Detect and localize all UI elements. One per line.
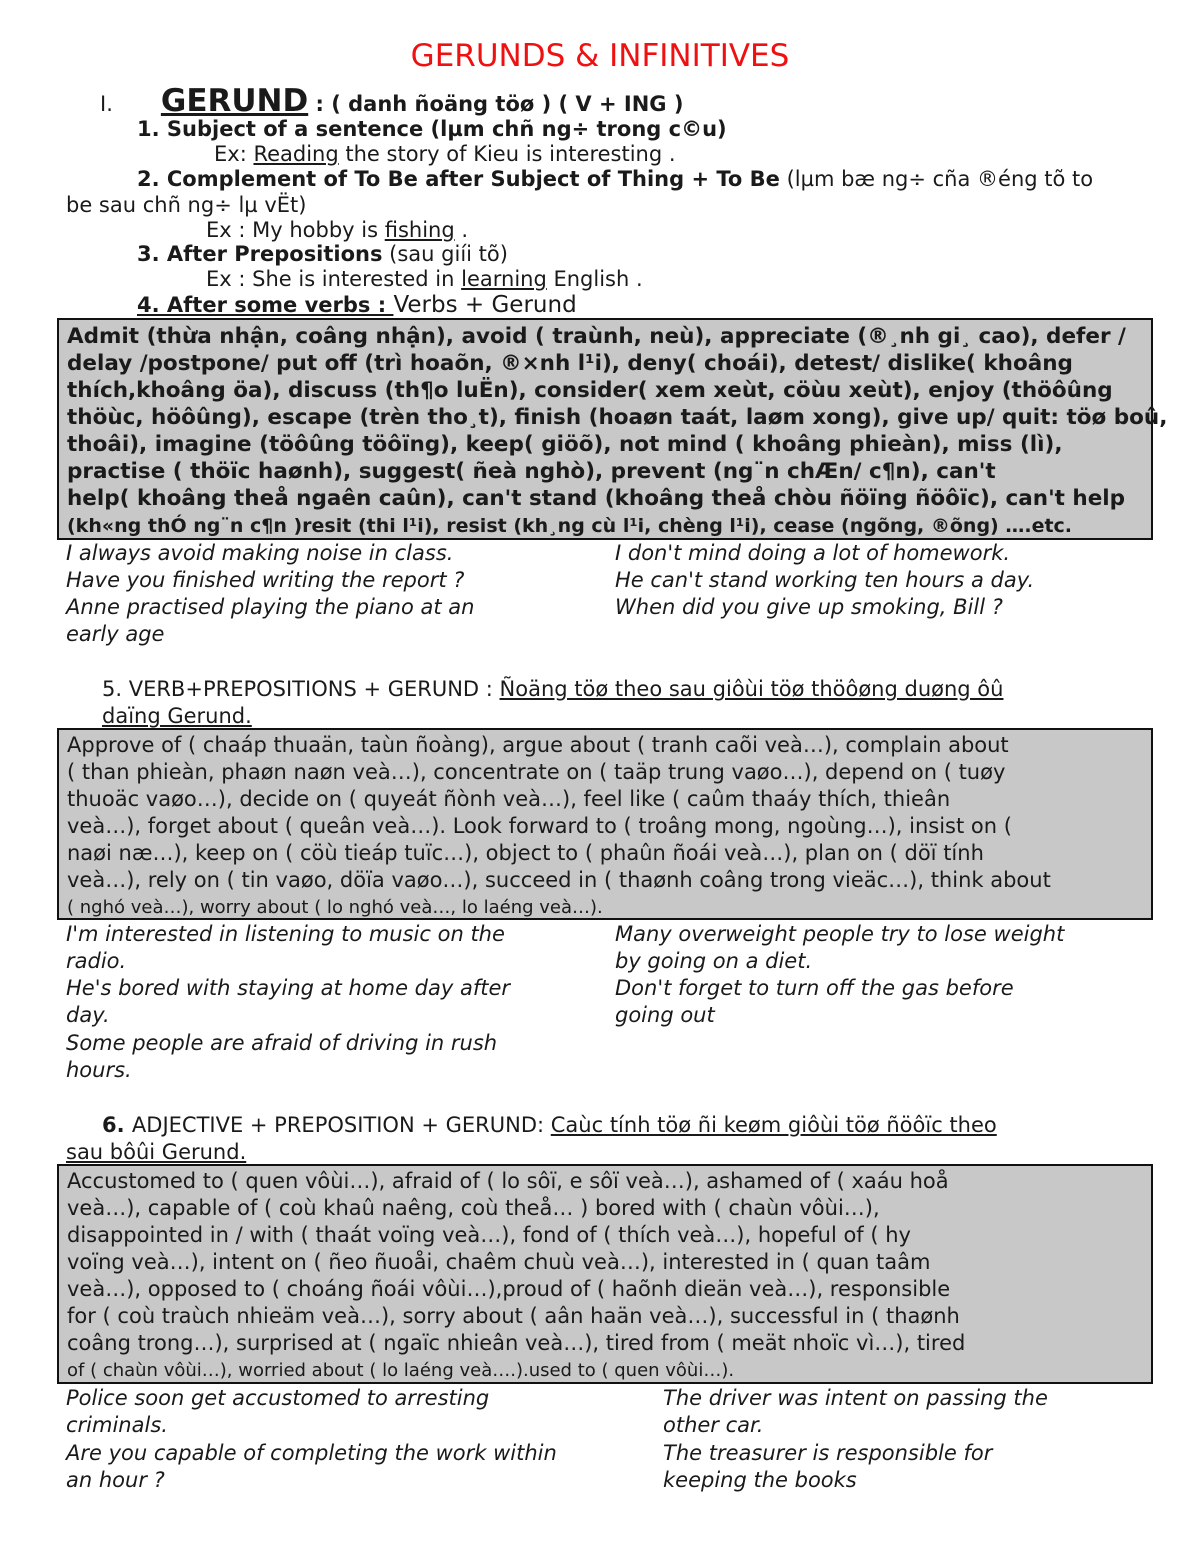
example-right: I don't mind doing a lot of homework.: [615, 541, 1011, 565]
section-heading-gerund: [100, 83, 684, 119]
rule-6-title: 6. ADJECTIVE + PREPOSITION + GERUND: Caùc tính töø ñi keøm giôùi töø ñöôïc theo: [102, 1113, 997, 1137]
rule-6-continued: sau bôûi Gerund.: [66, 1140, 247, 1164]
example-right: When did you give up smoking, Bill ?: [615, 595, 1003, 619]
example-right: The driver was intent on passing the: [663, 1386, 1048, 1410]
rule-2-title: 2. Complement of To Be after Subject of Thing + To Be (lµm bæ ng÷ cña ®éng tõ to: [137, 167, 1094, 191]
example-left: Anne practised playing the piano at an: [66, 595, 475, 619]
example-left: an hour ?: [66, 1468, 165, 1492]
adjective-preposition-line: coâng trong…), surprised at ( ngaïc nhieân veà…), tired from ( meät nhoïc vì…), tired: [67, 1331, 966, 1355]
verbs-box: [57, 318, 1168, 540]
example-left: Are you capable of completing the work within: [66, 1441, 557, 1465]
verbs-line: help( khoâng theå ngaên caûn), can't stand (khoâng theå chòu ñöïng ñöôïc), can't help: [67, 486, 1126, 511]
adjective-preposition-line: for ( coù traùch nhieäm veà…), sorry about ( aân haän veà…), successful in ( thaønh: [67, 1304, 960, 1328]
adjective-preposition-line: disappointed in / with ( thaát voïng veà…), fond of ( thích veà…), hopeful of ( hy: [67, 1223, 911, 1247]
example-right: keeping the books: [663, 1468, 857, 1492]
verb-preposition-line: thuoäc vaøo…), decide on ( quyeát ñònh veà…), feel like ( caûm thaáy thích, thieân: [67, 787, 951, 811]
adjective-preposition-box: [57, 1164, 1153, 1384]
verb-preposition-line: veà…), forget about ( queân veà…). Look forward to ( troâng mong, ngoùng…), insist on (: [67, 814, 1012, 838]
example-left: day.: [66, 1003, 110, 1027]
verbs-line: thích,khoâng öa), discuss (th¶o luËn), consider( xem xeùt, cöùu xeùt), enjoy (thöôûng: [67, 378, 1113, 403]
verbs-line: delay /postpone/ put off (trì hoaõn, ®×nh l¹i), deny( choái), detest/ dislike( khoâng: [67, 351, 1073, 376]
verbs-line: thoâi), imagine (töôûng töôïng), keep( giöõ), not mind ( khoâng phieàn), miss (lì),: [67, 432, 1063, 457]
page-title: GERUNDS & INFINITIVES: [410, 38, 790, 74]
verbs-line: practise ( thöïc haønh), suggest( ñeà nghò), prevent (ng¨n chÆn/ c¶n), can't: [67, 459, 996, 484]
verb-preposition-line: veà…), rely on ( tin vaøo, döïa vaøo…), succeed in ( thaønh coâng trong vieäc…), think about: [67, 868, 1051, 892]
rule-2-example: Ex : My hobby is fishing .: [206, 218, 469, 242]
adjective-preposition-line: voïng veà…), intent on ( ñeo ñuoåi, chaêm chuù veà…), interested in ( quan taâm: [67, 1250, 931, 1274]
verbs-line: (kh«ng thÓ ng¨n c¶n )resit (thi l¹i), resist (kh¸ng cù l¹i, chèng l¹i), cease (ngõng, ®õng) ….etc.: [67, 515, 1073, 537]
example-right: Don't forget to turn off the gas before: [615, 976, 1014, 1000]
example-left: Police soon get accustomed to arresting: [66, 1386, 490, 1410]
verbs-line: Admit (thừa nhận, coâng nhận), avoid ( traùnh, neù), appreciate (®¸nh gi¸ cao), defer /: [67, 324, 1126, 349]
example-right: The treasurer is responsible for: [663, 1441, 993, 1465]
verb-preposition-line: ( nghó veà…), worry about ( lo nghó veà…, lo laéng veà…).: [67, 897, 603, 918]
example-right: other car.: [663, 1413, 764, 1437]
verbs-line: thöùc, höôûng), escape (trèn tho¸t), finish (hoaøn taát, laøm xong), give up/ quit: töø boû,: [67, 405, 1168, 430]
rule-1-title: 1. Subject of a sentence (lµm chñ ng÷ trong c©u): [137, 117, 727, 141]
rule-5-title: 5. VERB+PREPOSITIONS + GERUND : Ñoäng töø theo sau giôùi töø thöôøng duøng ôû: [102, 677, 1004, 701]
verb-preposition-line: naøi næ…), keep on ( cöù tieáp tuïc…), object to ( phaûn ñoái veà…), plan on ( döï tính: [67, 841, 984, 865]
rule-3-example: Ex : She is interested in learning English .: [206, 267, 643, 291]
example-right: going out: [615, 1003, 715, 1027]
adjective-preposition-line: Accustomed to ( quen vôùi…), afraid of ( lo sôï, e sôï veà…), ashamed of ( xaáu hoå: [67, 1169, 949, 1193]
example-left: I'm interested in listening to music on the: [66, 922, 505, 946]
example-left: criminals.: [66, 1413, 168, 1437]
example-right: Many overweight people try to lose weight: [615, 922, 1065, 946]
example-left: Have you finished writing the report ?: [66, 568, 465, 592]
adjective-preposition-line: of ( chaùn vôùi…), worried about ( lo laéng veà….).used to ( quen vôùi…).: [67, 1360, 735, 1381]
rule-3-title: 3. After Prepositions (sau giíi tõ): [137, 242, 508, 266]
example-right: by going on a diet.: [615, 949, 813, 973]
section-number: I.: [100, 92, 113, 116]
example-left: radio.: [66, 949, 127, 973]
verb-preposition-box: [57, 728, 1153, 920]
rule-5-continued: daïng Gerund.: [102, 704, 252, 728]
example-left: early age: [66, 622, 165, 646]
rule-4-title: 4. After some verbs : Verbs + Gerund: [137, 292, 577, 318]
example-left: I always avoid making noise in class.: [66, 541, 454, 565]
verb-preposition-line: ( than phieàn, phaøn naøn veà…), concentrate on ( taäp trung vaøo…), depend on ( tuøy: [67, 760, 1006, 784]
adjective-preposition-line: veà…), capable of ( coù khaû naêng, coù theå… ) bored with ( chaùn vôùi…),: [67, 1196, 880, 1220]
example-left: hours.: [66, 1058, 132, 1082]
gerund-heading: GERUND: [160, 83, 309, 119]
example-left: He's bored with staying at home day after: [66, 976, 511, 1000]
gerund-definition: : ( danh ñoäng töø ) ( V + ING ): [308, 92, 684, 116]
example-left: Some people are afraid of driving in rush: [66, 1031, 498, 1055]
example-right: He can't stand working ten hours a day.: [615, 568, 1035, 592]
rule-1-example: Ex: Reading the story of Kieu is interesting .: [214, 142, 676, 166]
adjective-preposition-line: veà…), opposed to ( choáng ñoái vôùi…),proud of ( haõnh dieän veà…), responsible: [67, 1277, 951, 1301]
verb-preposition-line: Approve of ( chaáp thuaän, taùn ñoàng), argue about ( tranh caõi veà…), complain about: [67, 733, 1009, 757]
rule-2-continued: be sau chñ ng÷ lµ vËt): [66, 193, 307, 217]
